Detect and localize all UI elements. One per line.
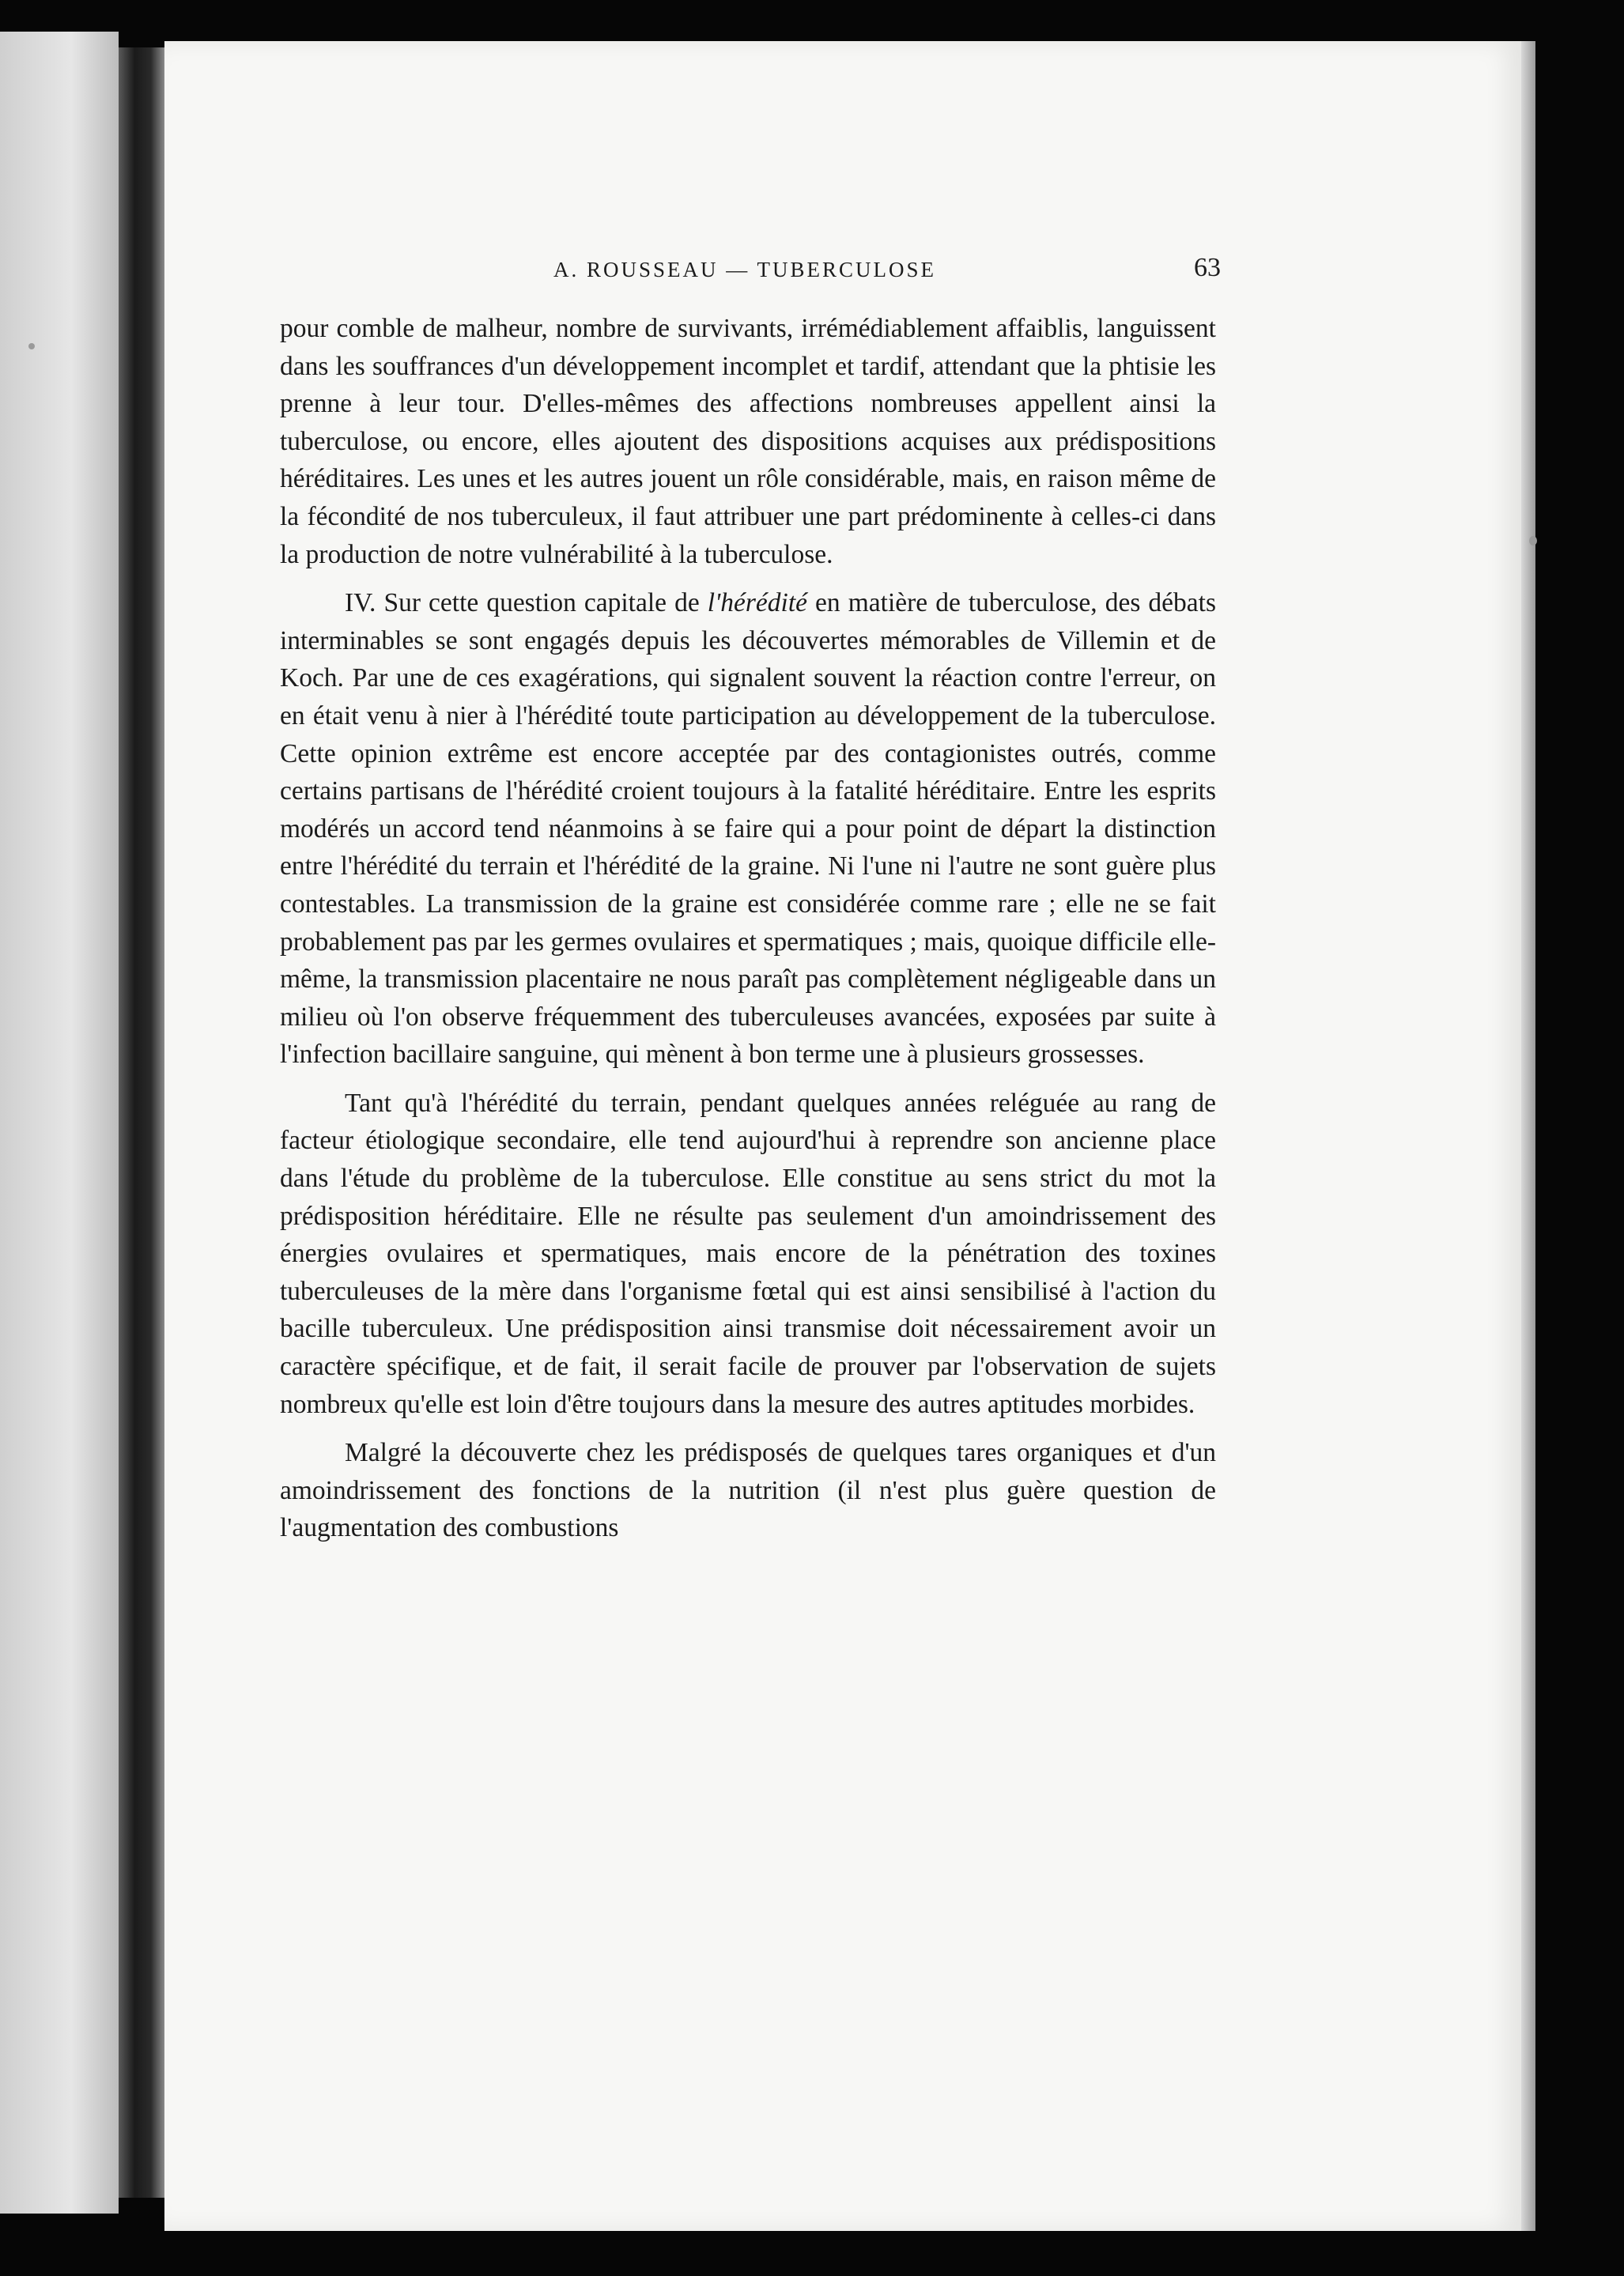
- paragraph-4: Malgré la découverte chez les prédisposés de quelques tares organiques et d'un amoindrissement des fonctions de la nutrition (il n'est plus guère question de l'augmentation des combustions: [280, 1438, 1216, 1543]
- paragraph-2: [280, 584, 1216, 1074]
- dust-speck: [1529, 536, 1537, 545]
- binding-gutter: [119, 47, 164, 2198]
- page-body: [280, 310, 1216, 1558]
- page-edge-shadow: [1521, 41, 1535, 2231]
- heredity-italic-term: l'hérédité: [707, 588, 807, 618]
- paragraph-3: Tant qu'à l'hérédité du terrain, pendant quelques années reléguée au rang de facteur étiologique secondaire, elle tend aujourd'hui à reprendre son ancienne place dans l'étude du problème de la tuberculose. Elle constitue au sens strict du mot la prédisposition héréditaire. Elle ne résulte pas seulement d'un amoindrissement des énergies ovulaires et spermatiques, mais encore de la pénétration des toxines tuberculeuses de la mère dans l'organisme fœtal qui est ainsi sensibilisé à l'action du bacille tuberculeux. Une prédisposition ainsi transmise doit nécessairement avoir un caractère spécifique, et de fait, il serait facile de prouver par l'observation de sujets nombreux qu'elle est loin d'être toujours dans la mesure des autres aptitudes morbides.: [280, 1088, 1216, 1419]
- running-head: A. ROUSSEAU — TUBERCULOSE: [553, 258, 937, 281]
- paragraph-2-prefix: IV. Sur cette question capitale de: [345, 588, 708, 618]
- paragraph-1: pour comble de malheur, nombre de survivants, irrémédiablement affaiblis, languissent dans les souffrances d'un développement incomplet et tardif, attendant que la phtisie les prenne à leur tour. D'elles-mêmes des affections nombreuses appellent ainsi la tuberculose, ou encore, elles ajoutent des dispositions acquises aux prédispositions héréditaires. Les unes et les autres jouent un rôle considérable, mais, en raison même de la fécondité de nos tuberculeux, il faut attribuer une part prédominente à celles-ci dans la production de notre vulnérabilité à la tuberculose.: [280, 314, 1216, 569]
- page-number: 63: [1194, 253, 1221, 282]
- paragraph-2-rest: en matière de tuberculose, des débats interminables se sont engagés depuis les découvertes mémorables de Villemin et de Koch. Par une de ces exagérations, qui signalent souvent la réaction contre l'erreur, on en était venu à nier à l'hérédité toute participation au développement de la tuberculose. Cette opinion extrême est encore acceptée par des contagionistes outrés, comme certains partisans de l'hérédité croient toujours à la fatalité héréditaire. Entre les esprits modérés un accord tend néanmoins à se faire qui a pour point de départ la distinction entre l'hérédité du terrain et l'hérédité de la graine. Ni l'une ni l'autre ne sont guère plus contestables. La transmission de la graine est considérée comme rare ; elle ne se fait probablement pas par les germes ovulaires et spermatiques ; mais, quoique difficile elle-même, la transmission placentaire ne nous paraît pas complètement négligeable dans un milieu où l'on observe fréquemment des tuberculeuses avancées, exposées par suite à l'infection bacillaire sanguine, qui mènent à bon terme une à plusieurs grossesses.: [280, 588, 1217, 1070]
- dust-speck: [28, 343, 35, 349]
- previous-page-edge: [0, 32, 119, 2214]
